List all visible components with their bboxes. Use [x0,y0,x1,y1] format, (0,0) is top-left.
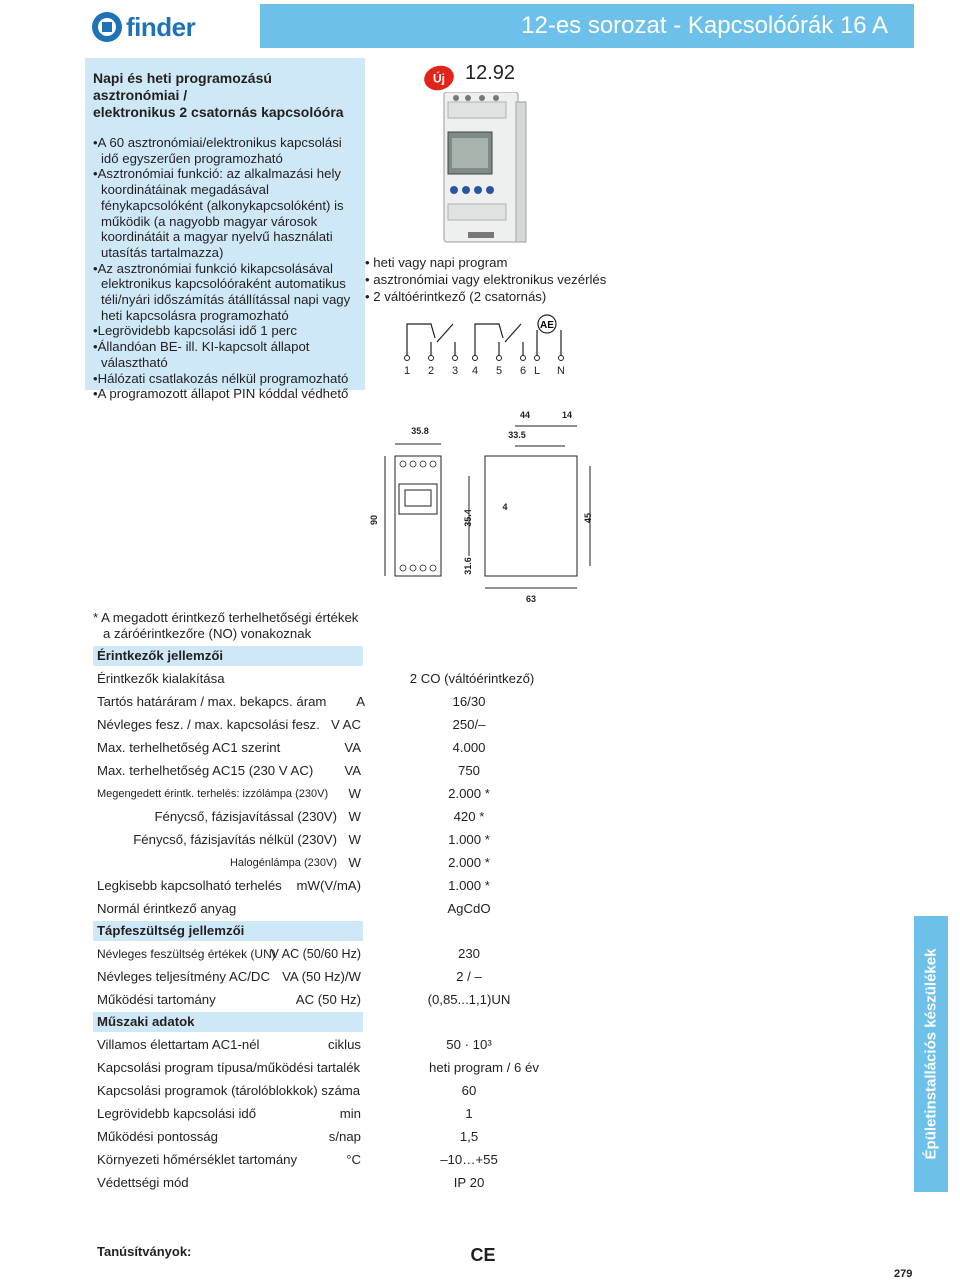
spec-row [97,831,557,849]
spec-value: 2 CO (váltóérintkező) [409,671,535,686]
spec-row [97,1128,557,1146]
spec-row [97,1082,557,1100]
finder-logo [92,10,195,44]
dimension-label: 35.4 [463,509,473,527]
new-badge [422,64,456,92]
spec-value: AgCdO [447,901,491,916]
description-title-line: elektronikus 2 csatornás kapcsolóóra [93,104,344,120]
spec-value: heti program / 6 év [429,1060,539,1075]
spec-row [97,1036,557,1054]
feature-item: • asztronómiai vagy elektronikus vezérlés [365,271,606,288]
spec-value: 1,5 [459,1129,479,1144]
spec-unit: min [339,1106,361,1121]
terminal-label: 1 [403,365,411,377]
terminal-label: 4 [471,365,479,377]
dimension-label: 90 [369,514,379,526]
new-badge-text: Új [433,71,445,86]
section-header-contacts: Érintkezők jellemzői [93,646,363,666]
footnote [93,610,358,642]
spec-row [97,991,557,1009]
spec-label: Legrövidebb kapcsolási idő [97,1106,257,1121]
wiring-label: AE [540,320,554,331]
spec-row [97,1105,557,1123]
description-item: • Hálózati csatlakozás nélkül programozható [93,371,357,387]
spec-value: 50 · 10³ [446,1037,492,1052]
description-list [93,135,357,402]
description-item: • Az asztronómiai funkció kikapcsolásával elektronikus kapcsolóóraként automatikus téli/nyári időszámítás átállítással napi vagy heti kapcsolásra programozható [93,261,357,324]
spec-row [97,785,557,803]
spec-label: Legkisebb kapcsolható terhelés [97,878,282,893]
dimension-label: 35.8 [411,426,429,436]
spec-row [97,968,557,986]
spec-value: 1.000 * [448,832,490,847]
spec-value: 230 [457,946,480,961]
spec-label: Környezeti hőmérséklet tartomány [97,1152,298,1167]
section-header-supply: Tápfeszültség jellemzői [93,921,363,941]
spec-value: 420 * [453,809,485,824]
spec-label: Tartós határáram / max. bekapcs. áram [97,694,327,709]
spec-unit: V AC [330,717,361,732]
spec-unit: ciklus [328,1037,361,1052]
terminal-label: 3 [451,365,459,377]
spec-unit: VA [344,763,361,778]
model-number: 12.92 [465,62,516,84]
spec-unit: W [348,855,361,870]
spec-unit: W [348,832,361,847]
spec-label: Fénycső, fázisjavítással (230V) [154,809,337,824]
spec-row [97,854,557,872]
spec-value: 16/30 [452,694,486,709]
spec-row [97,877,557,895]
spec-row [97,1174,557,1192]
product-image [438,92,530,244]
spec-unit: A [356,694,365,709]
spec-row [97,762,557,780]
spec-value: IP 20 [453,1175,485,1190]
description-item: • A programozott állapot PIN kóddal védhető [93,386,357,402]
spec-row [97,739,557,757]
dimension-label: 14 [561,410,573,420]
logo-text: finder [126,11,196,42]
spec-value: 250/– [452,717,486,732]
dimension-label: 33.5 [508,430,526,440]
page-number: 279 [894,1268,913,1280]
spec-label: Működési tartomány [97,992,216,1007]
footnote-line: * A megadott érintkező terhelhetőségi értékek [93,610,359,625]
spec-unit: °C [346,1152,361,1167]
spec-value: 2.000 * [448,855,490,870]
description-item: • Állandóan BE- ill. KI-kapcsolt állapot választható [93,339,357,370]
section-header-tech: Műszaki adatok [93,1012,363,1032]
spec-label: Érintkezők kialakítása [97,671,225,686]
ce-mark-icon [470,1244,496,1264]
spec-value: 2.000 * [448,786,490,801]
dimension-label: 4 [502,502,508,512]
side-label: Épületinstallációs készülékek [922,948,940,1160]
description-item: • Asztronómiai funkció: az alkalmazási hely koordinátáinak megadásával fénykapcsolóként (alkonykapcsolóként) is működik (a nagyobb magyar városok koordinátáit a magyar nyelvű használati utasítás tartalmazza) [93,166,357,260]
spec-unit: mW(V/mA) [296,878,361,893]
spec-label: Működési pontosság [97,1129,218,1144]
feature-item: • 2 váltóérintkező (2 csatornás) [365,288,606,305]
spec-label: Villamos élettartam AC1-nél [97,1037,260,1052]
spec-label: Kapcsolási program típusa/működési tartalék [97,1060,361,1075]
feature-list [365,254,606,305]
page-title: 12-es sorozat - Kapcsolóórák 16 A [521,12,888,39]
feature-item: • heti vagy napi program [365,254,606,271]
spec-label: Névleges teljesítmény AC/DC [97,969,270,984]
spec-unit: W [348,809,361,824]
spec-row [97,693,557,711]
spec-label: Kapcsolási programok (tárolóblokkok) száma [97,1083,361,1098]
dimension-drawing [365,406,615,606]
dimension-label: 31.6 [463,557,473,575]
description-title [93,70,357,121]
description-box [85,58,365,402]
spec-row [97,1151,557,1169]
finder-logo-icon [92,12,122,42]
spec-unit: V AC (50/60 Hz) [270,947,361,961]
spec-unit: VA (50 Hz)/W [282,969,361,984]
spec-row [97,670,557,688]
spec-row [97,945,557,963]
spec-unit: s/nap [328,1129,361,1144]
dimension-label: 44 [519,410,531,420]
terminal-label: N [557,365,565,377]
wiring-diagram [395,306,585,382]
ce-mark-text: CE [470,1245,496,1264]
spec-row [97,716,557,734]
spec-value: 60 [461,1083,477,1098]
spec-unit: W [348,786,361,801]
spec-value: 2 / – [456,969,482,984]
spec-label: Védettségi mód [97,1175,189,1190]
spec-label: Fénycső, fázisjavítás nélkül (230V) [133,832,337,847]
spec-label: Halogénlámpa (230V) [229,857,337,869]
terminal-label: 2 [427,365,435,377]
spec-label: Max. terhelhetőség AC1 szerint [97,740,281,755]
description-item: • Legrövidebb kapcsolási idő 1 perc [93,323,357,339]
description-title-line: Napi és heti programozású asztronómiai / [93,70,272,103]
spec-value: (0,85...1,1)UN [427,992,511,1007]
terminal-label: 5 [495,365,503,377]
spec-label: Megengedett érintk. terhelés: izzólámpa (230V) [97,788,329,800]
spec-value: 750 [457,763,480,778]
spec-label: Normál érintkező anyag [97,901,237,916]
spec-row [97,1059,557,1077]
spec-row [97,900,557,918]
certifications-label: Tanúsítványok: [97,1244,192,1259]
spec-value: 4.000 [452,740,486,755]
spec-label: Névleges feszültség értékek (UN) [97,947,276,961]
spec-value: 1 [465,1106,473,1121]
spec-label: Max. terhelhetőség AC15 (230 V AC) [97,763,314,778]
dimension-label: 45 [583,512,593,524]
terminal-label: L [533,365,541,377]
description-item: • A 60 asztronómiai/elektronikus kapcsolási idő egyszerűen programozható [93,135,357,166]
spec-unit: AC (50 Hz) [295,992,361,1007]
spec-value: –10…+55 [440,1152,498,1167]
terminal-label: 6 [519,365,527,377]
dimension-label: 63 [525,594,537,604]
spec-row [97,808,557,826]
spec-unit: VA [344,740,361,755]
spec-value: 1.000 * [448,878,490,893]
footnote-line: a záróérintkezőre (NO) vonakoznak [103,626,312,641]
spec-label: Névleges fesz. / max. kapcsolási fesz. [97,717,320,732]
